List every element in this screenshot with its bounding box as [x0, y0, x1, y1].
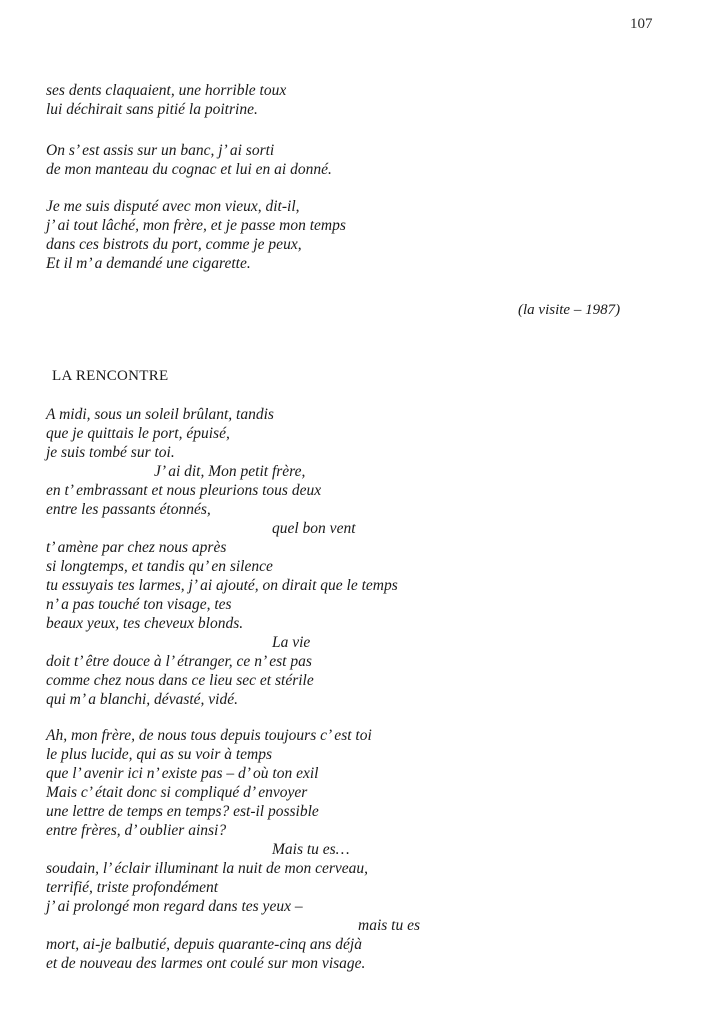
poem-line: Ah, mon frère, de nous tous depuis toujours c’ est toi — [46, 727, 372, 744]
poem-line: doit t’ être douce à l’ étranger, ce n’ est pas — [46, 653, 312, 670]
poem-line: quel bon vent — [272, 520, 356, 537]
poem-line: dans ces bistrots du port, comme je peux, — [46, 236, 302, 253]
poem-line: qui m’ a blanchi, dévasté, vidé. — [46, 691, 238, 708]
poem-line: J’ ai dit, Mon petit frère, — [154, 463, 306, 480]
poem-line: le plus lucide, qui as su voir à temps — [46, 746, 273, 763]
poem-line: A midi, sous un soleil brûlant, tandis — [46, 406, 274, 423]
poem-line: et de nouveau des larmes ont coulé sur mon visage. — [46, 955, 366, 972]
poem-stanza-1 — [46, 405, 686, 709]
previous-poem-stanza-1 — [46, 81, 686, 119]
poem-line: comme chez nous dans ce lieu sec et stérile — [46, 672, 314, 689]
previous-poem-stanza-2 — [46, 141, 686, 179]
poem-line: je suis tombé sur toi. — [46, 444, 175, 461]
poem-stanza-2 — [46, 726, 686, 973]
poem-line: que je quittais le port, épuisé, — [46, 425, 230, 442]
poem-line: si longtemps, et tandis qu’ en silence — [46, 558, 273, 575]
page-number: 107 — [630, 16, 653, 32]
previous-poem-stanza-3 — [46, 197, 686, 273]
poem-line: j’ ai tout lâché, mon frère, et je passe mon temps — [46, 217, 346, 234]
poem-line: mort, ai-je balbutié, depuis quarante-cinq ans déjà — [46, 936, 362, 953]
poem-line: Et il m’ a demandé une cigarette. — [46, 255, 251, 272]
poem-line: terrifié, triste profondément — [46, 879, 219, 896]
poem-line: t’ amène par chez nous après — [46, 539, 227, 556]
poem-line: beaux yeux, tes cheveux blonds. — [46, 615, 244, 632]
poem-line: n’ a pas touché ton visage, tes — [46, 596, 232, 613]
poem-line: que l’ avenir ici n’ existe pas – d’ où ton exil — [46, 765, 319, 782]
poem-line: entre les passants étonnés, — [46, 501, 211, 518]
poem-line: en t’ embrassant et nous pleurions tous deux — [46, 482, 322, 499]
poem-line: entre frères, d’ oublier ainsi? — [46, 822, 227, 839]
poem-line: On s’ est assis sur un banc, j’ ai sorti — [46, 142, 275, 159]
poem-line: lui déchirait sans pitié la poitrine. — [46, 101, 258, 118]
poem-line: Mais c’ était donc si compliqué d’ envoyer — [46, 784, 308, 801]
poem-line: mais tu es — [358, 917, 420, 934]
poem-line: une lettre de temps en temps? est-il possible — [46, 803, 319, 820]
previous-poem-attribution: (la visite – 1987) — [518, 302, 621, 318]
poem-line: soudain, l’ éclair illuminant la nuit de mon cerveau, — [46, 860, 369, 877]
poem-title: LA RENCONTRE — [52, 368, 169, 384]
poem-line: Mais tu es… — [272, 841, 350, 858]
poem-line: j’ ai prolongé mon regard dans tes yeux – — [46, 898, 303, 915]
poem-line: ses dents claquaient, une horrible toux — [46, 82, 287, 99]
poem-line: Je me suis disputé avec mon vieux, dit-il, — [46, 198, 300, 215]
poem-line: tu essuyais tes larmes, j’ ai ajouté, on dirait que le temps — [46, 577, 398, 594]
poem-line: La vie — [272, 634, 311, 651]
poem-line: de mon manteau du cognac et lui en ai donné. — [46, 161, 332, 178]
